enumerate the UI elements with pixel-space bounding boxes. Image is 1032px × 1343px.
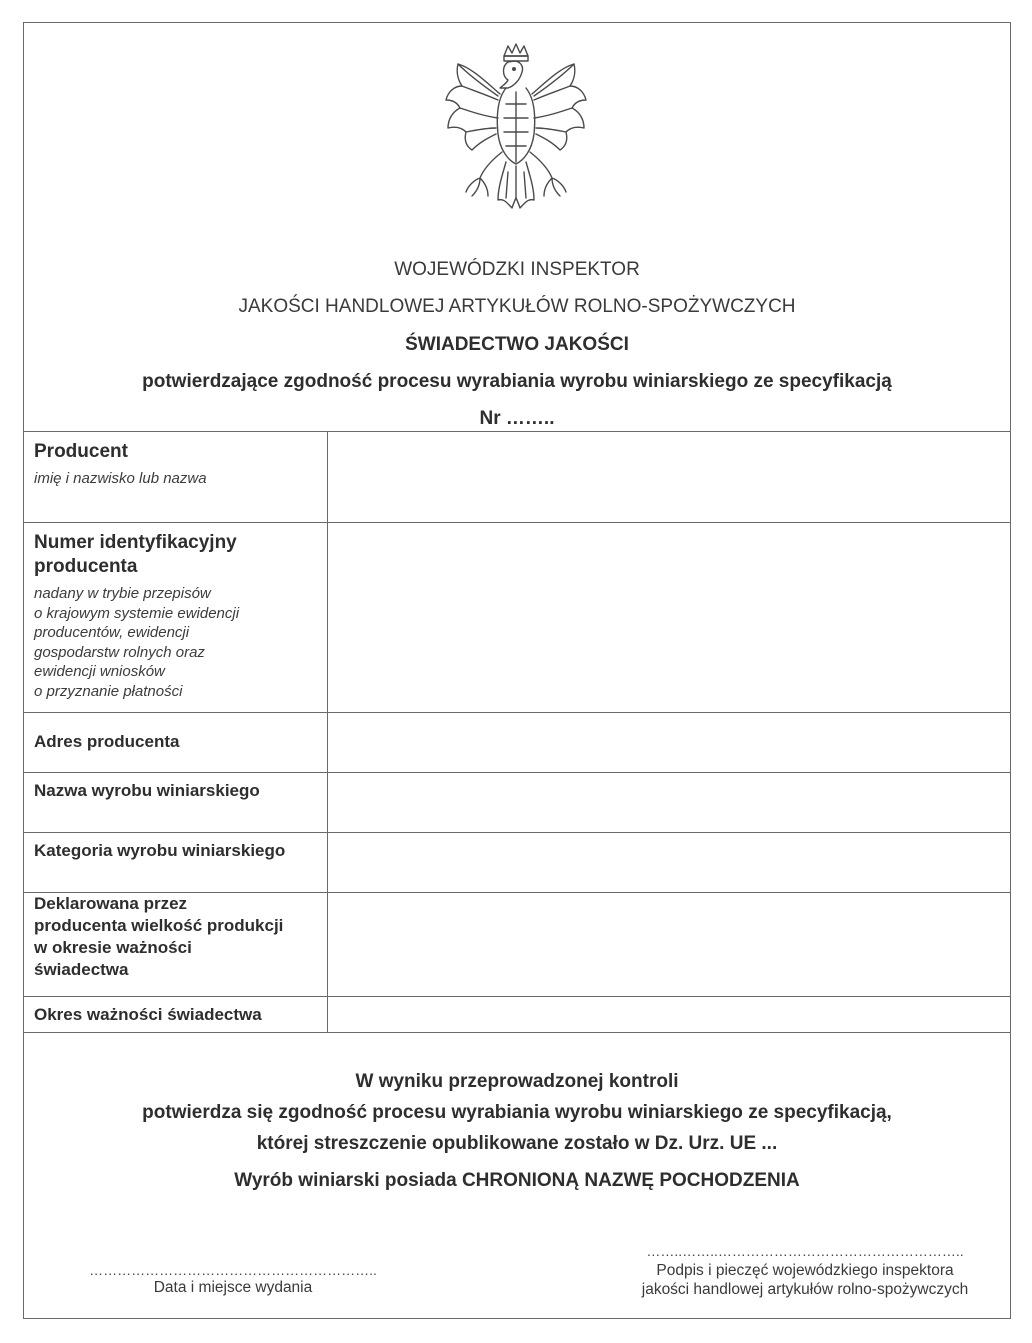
- row-label-cell: [23, 833, 328, 892]
- row-sublabel: imię i nazwisko lub nazwa: [34, 470, 207, 487]
- row-label-cell: [23, 773, 328, 832]
- row-sublabel: producentów, ewidencji: [34, 624, 190, 641]
- inspector-title-line2: JAKOŚCI HANDLOWEJ ARTYKUŁÓW ROLNO-SPOŻYWCZYCH: [238, 296, 796, 317]
- row-label: Nazwa wyrobu winiarskiego: [34, 781, 260, 800]
- row-sublabel: o krajowym systemie ewidencji: [34, 604, 240, 622]
- producent-value-field[interactable]: [328, 432, 1011, 522]
- statement-line1: W wyniku przeprowadzonej kontroli: [355, 1071, 679, 1092]
- certificate-title: ŚWIADECTWO JAKOŚCI: [405, 334, 629, 355]
- row-label-cell: [23, 432, 328, 522]
- certificate-table: [23, 431, 1011, 1033]
- table-row-numer-identyfikacyjny: [23, 523, 1011, 713]
- statement-line4: Wyrób winiarski posiada CHRONIONĄ NAZWĘ POCHODZENIA: [234, 1170, 800, 1191]
- row-sublabel: o przyznanie płatności: [34, 682, 183, 700]
- certificate-subtitle: potwierdzające zgodność procesu wyrabiania wyrobu winiarskiego ze specyfikacją: [142, 371, 892, 392]
- row-sublabel: nadany w trybie przepisów: [34, 585, 211, 602]
- row-label-cell: [23, 997, 328, 1032]
- row-label-cell: [23, 713, 328, 772]
- row-sublabel: ewidencji wniosków: [34, 663, 165, 680]
- inspector-signature-caption-line1: Podpis i pieczęć wojewódzkiego inspektora: [656, 1262, 954, 1279]
- row-label: w okresie ważności: [34, 938, 192, 957]
- date-place-signature: [58, 1262, 408, 1297]
- row-label: Kategoria wyrobu winiarskiego: [34, 841, 286, 860]
- row-label: Numer identyfikacyjny: [34, 532, 237, 553]
- row-label: Producent: [34, 441, 128, 462]
- table-row-nazwa-wyrobu: [23, 773, 1011, 833]
- kategoria-value-field[interactable]: [328, 833, 1011, 892]
- inspector-signature-dotted-line: ……..……..……………………………………………..: [646, 1243, 964, 1259]
- row-label: Okres ważności świadectwa: [34, 1005, 262, 1024]
- row-label: producenta wielkość produkcji: [34, 916, 284, 935]
- polish-eagle-emblem-icon: [436, 42, 596, 214]
- inspector-title-line1: WOJEWÓDZKI INSPEKTOR: [394, 259, 640, 280]
- row-label: producenta: [34, 556, 138, 577]
- table-row-kategoria: [23, 833, 1011, 893]
- inspector-signature: [610, 1243, 1000, 1299]
- row-label: Deklarowana przez: [34, 894, 188, 913]
- table-row-adres: [23, 713, 1011, 773]
- okres-waznosci-value-field[interactable]: [328, 997, 1011, 1032]
- row-sublabel: gospodarstw rolnych oraz: [34, 643, 205, 661]
- row-label: świadectwa: [34, 960, 129, 979]
- row-label-cell: [23, 523, 328, 712]
- numer-identyfikacyjny-value-field[interactable]: [328, 523, 1011, 712]
- table-row-producent: [23, 432, 1011, 523]
- nazwa-wyrobu-value-field[interactable]: [328, 773, 1011, 832]
- statement-line3: której streszczenie opublikowane zostało w Dz. Urz. UE ...: [256, 1133, 778, 1154]
- certificate-number: Nr ……..: [479, 408, 555, 429]
- adres-value-field[interactable]: [328, 713, 1011, 772]
- deklarowana-wielkosc-value-field[interactable]: [328, 893, 1011, 996]
- row-label: Adres producenta: [34, 732, 180, 751]
- date-place-caption: Data i miejsce wydania: [153, 1279, 313, 1296]
- table-row-okres-waznosci: [23, 997, 1011, 1033]
- row-label-cell: [23, 893, 328, 996]
- date-place-dotted-line: ……………………………………………………..: [89, 1262, 377, 1278]
- inspector-signature-caption-line2: jakości handlowej artykułów rolno-spożywczych: [641, 1281, 969, 1298]
- statement-line2: potwierdza się zgodność procesu wyrabiania wyrobu winiarskiego ze specyfikacją,: [142, 1102, 892, 1123]
- table-row-deklarowana-wielkosc: [23, 893, 1011, 997]
